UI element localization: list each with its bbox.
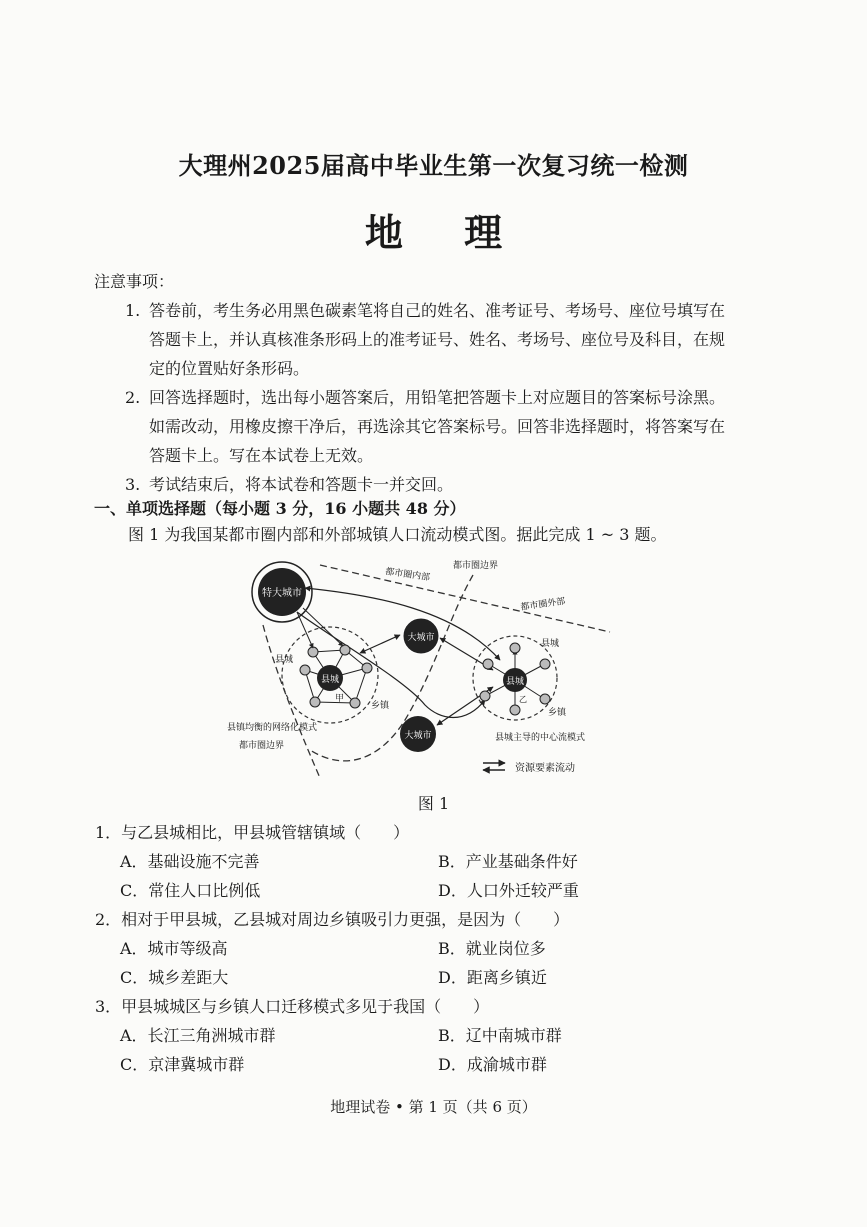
notice-item-number: 2.: [125, 388, 141, 407]
yi-county-town-label: 县城: [505, 677, 525, 687]
outer-label: 都市圈外部: [520, 596, 566, 613]
figure-caption: 图 1: [417, 794, 450, 813]
population-flow-figure: [225, 550, 625, 785]
border-label: 都市圈边界: [453, 561, 499, 571]
notice-item-line: 回答选择题时，选出每小题答案后，用铅笔把答题卡上对应题目的答案标号涂黑。: [149, 388, 726, 407]
subject-title: 地 理: [364, 210, 527, 255]
notice-heading: 注意事项：: [94, 272, 175, 291]
notice-item-line: 答题卡上，并认真核准条形码上的准考证号、姓名、考场号、座位号及科目，在规: [149, 330, 726, 349]
center-mode-label: 县城主导的中心流模式: [495, 733, 586, 743]
option-2c[interactable]: C．城乡差距大: [120, 968, 229, 987]
question-1-stem: 1．与乙县城相比，甲县城管辖镇域（ ）: [95, 823, 410, 842]
option-1d[interactable]: D．人口外迁较严重: [438, 881, 579, 900]
border-label: 都市圈边界: [239, 741, 285, 751]
notice-item-number: 3.: [125, 475, 141, 494]
option-3a[interactable]: A．长江三角洲城市群: [120, 1026, 276, 1045]
township-label: 乡镇: [548, 708, 567, 718]
notice-item-number: 1.: [125, 301, 141, 320]
option-1a[interactable]: A．基础设施不完善: [120, 852, 260, 871]
option-2b[interactable]: B．就业岗位多: [438, 939, 546, 958]
question-3-stem: 3．甲县城城区与乡镇人口迁移模式多见于我国（ ）: [95, 997, 490, 1016]
option-3b[interactable]: B．辽中南城市群: [438, 1026, 562, 1045]
notice-item-line: 如需改动，用橡皮擦干净后，再选涂其它答案标号。回答非选择题时，将答案写在: [149, 417, 726, 436]
option-3d[interactable]: D．成渝城市群: [438, 1055, 547, 1074]
legend-flow-arrow-icon: [483, 763, 505, 770]
yi-label: 乙: [519, 695, 527, 704]
jia-county-town-label: 县城: [320, 675, 340, 685]
notice-item-line: 答卷前，考生务必用黑色碳素笔将自己的姓名、准考证号、考场号、座位号填写在: [149, 301, 726, 320]
question-2-stem: 2．相对于甲县城，乙县城对周边乡镇吸引力更强，是因为（ ）: [95, 910, 570, 929]
page-footer: 地理试卷 • 第 1 页（共 6 页）: [330, 1098, 537, 1116]
jia-label: 甲: [335, 694, 345, 704]
option-1b[interactable]: B．产业基础条件好: [438, 852, 578, 871]
big-city-label: 大城市: [407, 633, 435, 643]
notice-item-line: 答题卡上。写在本试卷上无效。: [149, 446, 374, 465]
option-2d[interactable]: D．距离乡镇近: [438, 968, 547, 987]
county-label: 县城: [541, 639, 560, 649]
notice-item-2: [125, 383, 725, 412]
township-label: 乡镇: [371, 701, 390, 711]
big-city-label: 大城市: [404, 731, 432, 741]
section-intro: 图 1 为我国某都市圈内部和外部城镇人口流动模式图。据此完成 1 ~ 3 题。: [128, 525, 667, 544]
network-mode-label: 县镇均衡的网络化模式: [227, 723, 318, 733]
option-2a[interactable]: A．城市等级高: [120, 939, 228, 958]
section-heading: 一、单项选择题（每小题 3 分，16 小题共 48 分）: [94, 499, 466, 518]
megacity-label: 特大城市: [262, 588, 302, 599]
outer-boundary-line: [320, 565, 610, 632]
notice-item-line: 定的位置贴好条形码。: [149, 359, 310, 378]
legend-flow-label: 资源要素流动: [515, 763, 575, 774]
notice-item-line: 考试结束后，将本试卷和答题卡一并交回。: [149, 475, 454, 494]
county-label: 县城: [275, 655, 294, 665]
exam-title: 大理州2025届高中毕业生第一次复习统一检测: [178, 151, 689, 180]
option-1c[interactable]: C．常住人口比例低: [120, 881, 261, 900]
inner-label: 都市圈内部: [384, 567, 431, 584]
notice-item-1: [125, 296, 725, 325]
option-3c[interactable]: C．京津冀城市群: [120, 1055, 245, 1074]
